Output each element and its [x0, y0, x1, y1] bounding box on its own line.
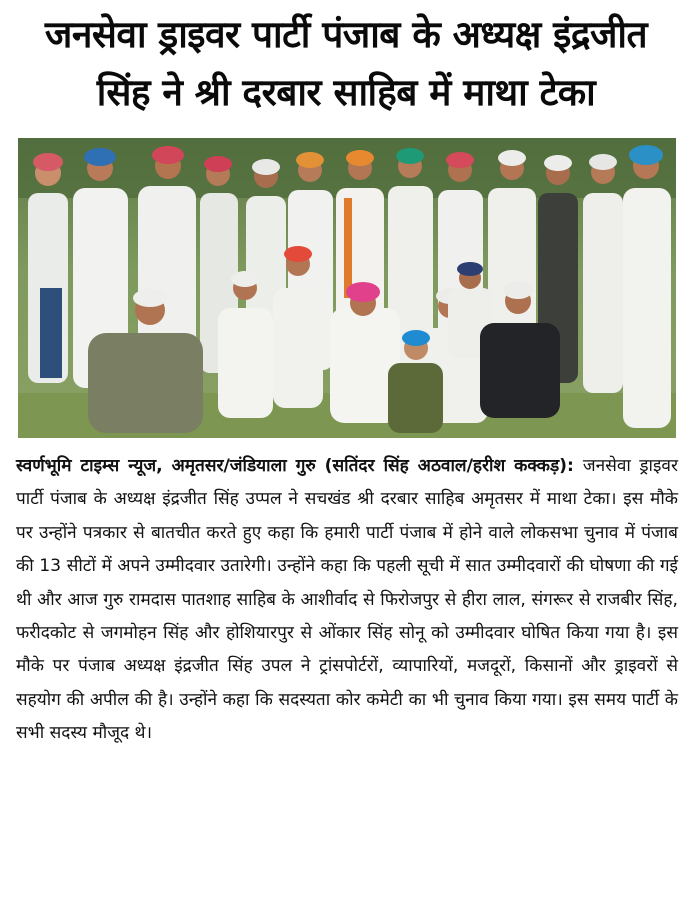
headline-line-2: सिंह ने श्री दरबार साहिब में माथा टेका: [96, 71, 596, 114]
article-byline: स्वर्णभूमि टाइम्स न्यूज, अमृतसर/जंडियाला गुरु (सतिंदर सिंह अठवाल/हरीश कक्कड़):: [16, 456, 583, 476]
article-body: [16, 450, 678, 751]
group-photo-illustration: [18, 138, 676, 438]
headline-line-1: जनसेवा ड्राइवर पार्टी पंजाब के अध्यक्ष इंद्रजीत: [44, 13, 648, 56]
news-photo: [18, 138, 676, 438]
headline: [0, 6, 692, 122]
article-text: जनसेवा ड्राइवर पार्टी पंजाब के अध्यक्ष इंद्रजीत सिंह उप्पल ने सचखंड श्री दरबार साहिब अमृतसर में माथा टेका। इस मौके पर उन्होंने पत्रकार से बातचीत करते हुए कहा कि हमारी पार्टी पंजाब में होने वाले लोकसभा चुनाव में पंजाब की 13 सीटों में अपने उम्मीदवार उतारेगी। उन्होंने कहा कि पहली सूची में सात उम्मीदवारों की घोषणा की गई थी और आज गुरु रामदास पातशाह साहिब के आशीर्वाद से फिरोजपुर से हीरा लाल, संगरूर से राजबीर सिंह, फरीदकोट से जगमोहन सिंह और होशियारपुर से ओंकार सिंह सोनू को उम्मीदवार घोषित किया गया है। इस मौके पर पंजाब अध्यक्ष इंद्रजीत सिंह उपल ने ट्रांसपोर्टरों, व्यापारियों, मजदूरों, किसानों और ड्राइवरों से सहयोग की अपील की है। उन्होंने कहा कि सदस्यता कोर कमेटी का भी चुनाव किया गया। इस समय पार्टी के सभी सदस्य मौजूद थे।: [16, 456, 678, 744]
